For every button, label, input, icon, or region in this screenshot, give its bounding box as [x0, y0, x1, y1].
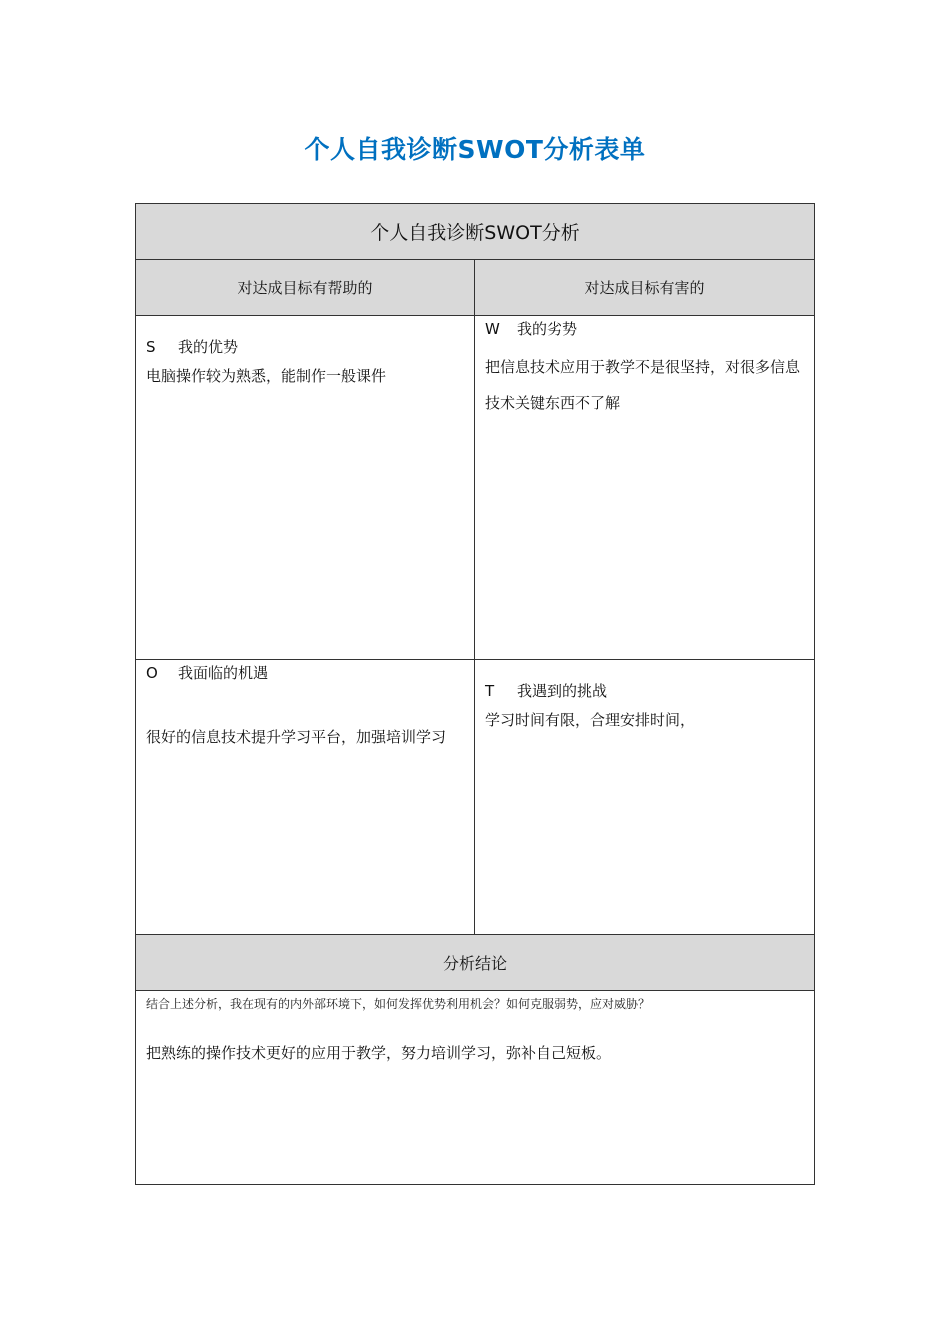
strengths-body: 电脑操作较为熟悉，能制作一般课件	[146, 366, 387, 385]
table-header: 个人自我诊断SWOT分析	[136, 204, 814, 260]
strengths-cell	[136, 316, 475, 660]
swot-table	[135, 203, 815, 1185]
weaknesses-cell	[475, 316, 814, 660]
column-header-harmful: 对达成目标有害的	[475, 260, 814, 316]
opportunities-letter: O	[146, 664, 158, 682]
strengths-letter: S	[146, 338, 156, 356]
threats-body: 学习时间有限，合理安排时间，	[485, 710, 696, 729]
weaknesses-letter: W	[485, 320, 500, 338]
weaknesses-title: 我的劣势	[517, 320, 578, 338]
weaknesses-body: 把信息技术应用于教学不是很坚持，对很多信息技术关键东西不了解	[485, 357, 801, 412]
conclusion-cell	[136, 991, 814, 1184]
column-header-helpful: 对达成目标有帮助的	[136, 260, 475, 316]
threats-title: 我遇到的挑战	[517, 682, 608, 700]
conclusion-text: 把熟练的操作技术更好的应用于教学，努力培训学习，弥补自己短板。	[146, 1044, 612, 1062]
opportunities-title: 我面临的机遇	[178, 664, 269, 682]
opportunities-body: 很好的信息技术提升学习平台，加强培训学习	[146, 727, 447, 746]
conclusion-heading: 分析结论	[136, 935, 814, 991]
weaknesses-heading	[485, 318, 806, 341]
strengths-heading	[146, 336, 466, 359]
threats-letter: T	[485, 682, 495, 700]
document-title: 个人自我诊断SWOT分析表单	[304, 135, 646, 164]
conclusion-prompt: 结合上述分析，我在现有的内外部环境下，如何发挥优势利用机会？如何克服弱势，应对威胁？	[146, 997, 651, 1011]
strengths-title: 我的优势	[178, 338, 239, 356]
opportunities-heading	[146, 662, 466, 685]
threats-heading	[485, 680, 806, 703]
opportunities-cell	[136, 660, 475, 935]
threats-cell	[475, 660, 814, 935]
